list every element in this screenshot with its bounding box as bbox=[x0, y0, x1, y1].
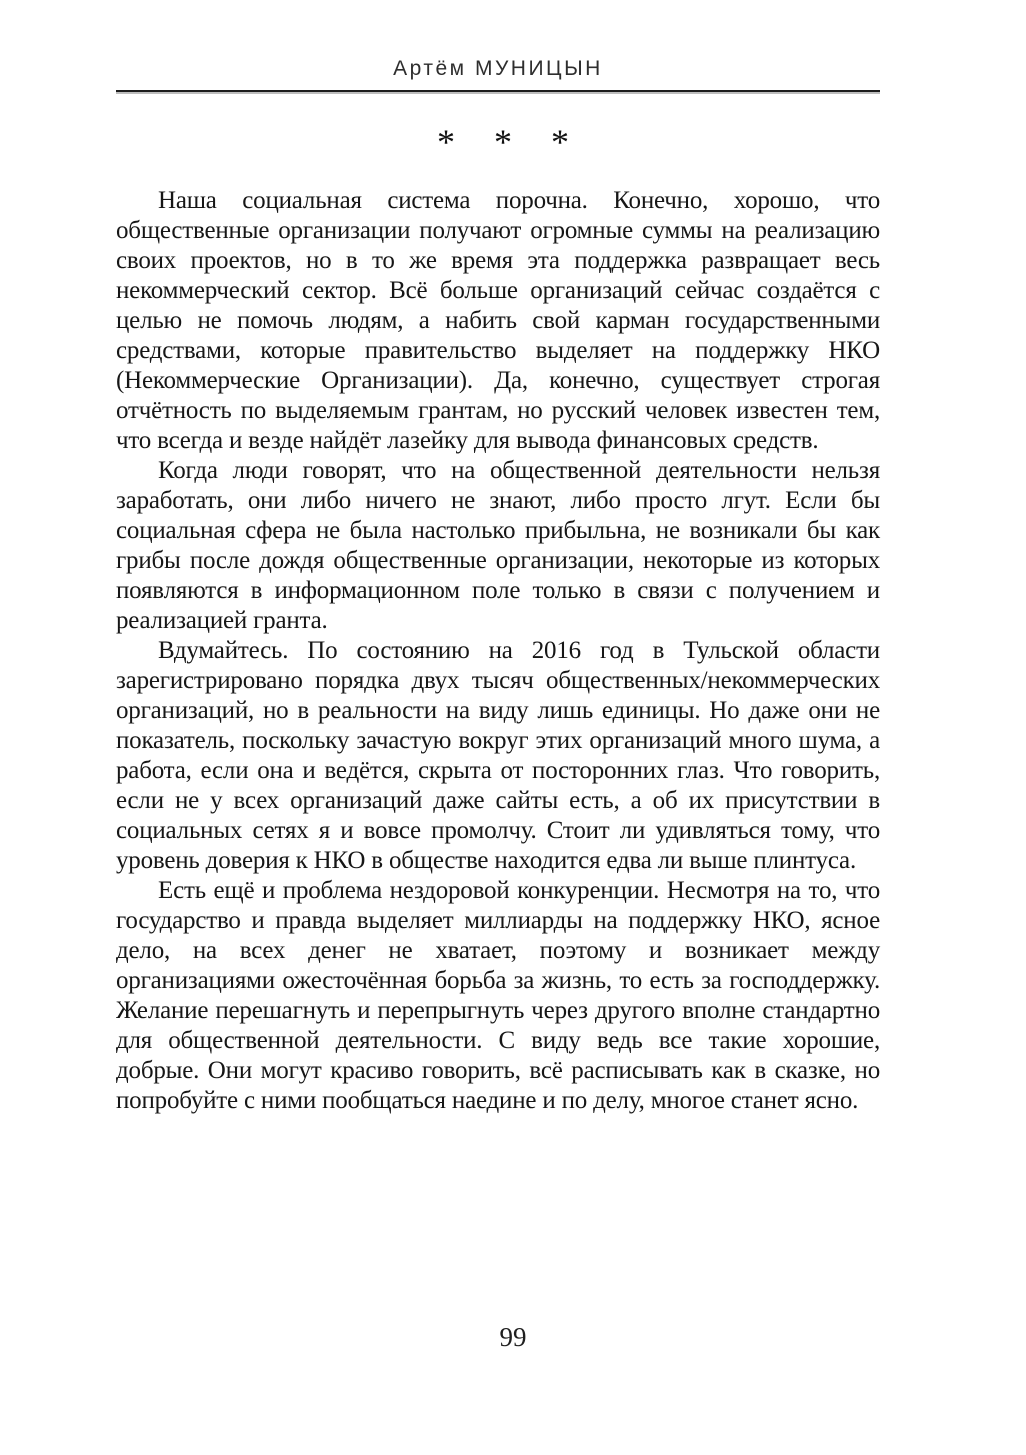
running-head-author: Артём МУНИЦЫН bbox=[393, 57, 603, 80]
paragraph-4: Есть ещё и проблема нездоровой конкуренции. Несмотря на то, что государство и правда выделяет миллиарды на поддержку НКО, ясное дело, на всех денег не хватает, поэтому и возникает между организациями ожесточённая борьба за жизнь, то есть за господдержку. Желание перешагнуть и перепрыгнуть через другого вполне стандартно для общественной деятельности. С виду ведь все такие хорошие, добрые. Они могут красиво говорить, всё расписывать как в сказке, но попробуйте с ними пообщаться наедине и по делу, многое станет ясно. bbox=[116, 877, 880, 1114]
text-column bbox=[116, 0, 880, 1116]
paragraph-1: Наша социальная система порочна. Конечно, хорошо, что общественные организации получают огромные суммы на реализацию своих проектов, но в то же время эта поддержка развращает весь некоммерческий сектор. Всё больше организаций сейчас создаётся с целью не помочь людям, а набить свой карман государственными средствами, которые правительство выделяет на поддержку НКО (Некоммерческие Организации). Да, конечно, существует строгая отчётность по выделяемым грантам, но русский человек известен тем, что всегда и везде найдёт лазейку для вывода финансовых средств. bbox=[116, 187, 880, 454]
paragraph-2: Когда люди говорят, что на общественной деятельности нельзя заработать, они либо ничего не знают, либо просто лгут. Если бы социальная сфера не была настолько прибыльна, не возникали бы как грибы после дождя общественные организации, некоторые из которых появляются в информационном поле только в связи с получением и реализацией гранта. bbox=[116, 457, 880, 634]
body-text bbox=[116, 186, 880, 1116]
page-number: 99 bbox=[499, 1322, 527, 1352]
header-rule bbox=[116, 90, 880, 94]
paragraph-3: Вдумайтесь. По состоянию на 2016 год в Тульской области зарегистрировано порядка двух тысяч общественных/некоммерческих организаций, но в реальности на виду лишь единицы. Но даже они не показатель, поскольку зачастую вокруг этих организаций много шума, а работа, если она и ведётся, скрыта от посторонних глаз. Что говорить, если не у всех организаций даже сайты есть, а об их присутствии в социальных сетях я и вовсе промолчу. Стоит ли удивляться тому, что уровень доверия к НКО в обществе находится едва ли выше плинтуса. bbox=[116, 637, 880, 874]
section-divider-asterisks: * * * bbox=[437, 122, 569, 162]
